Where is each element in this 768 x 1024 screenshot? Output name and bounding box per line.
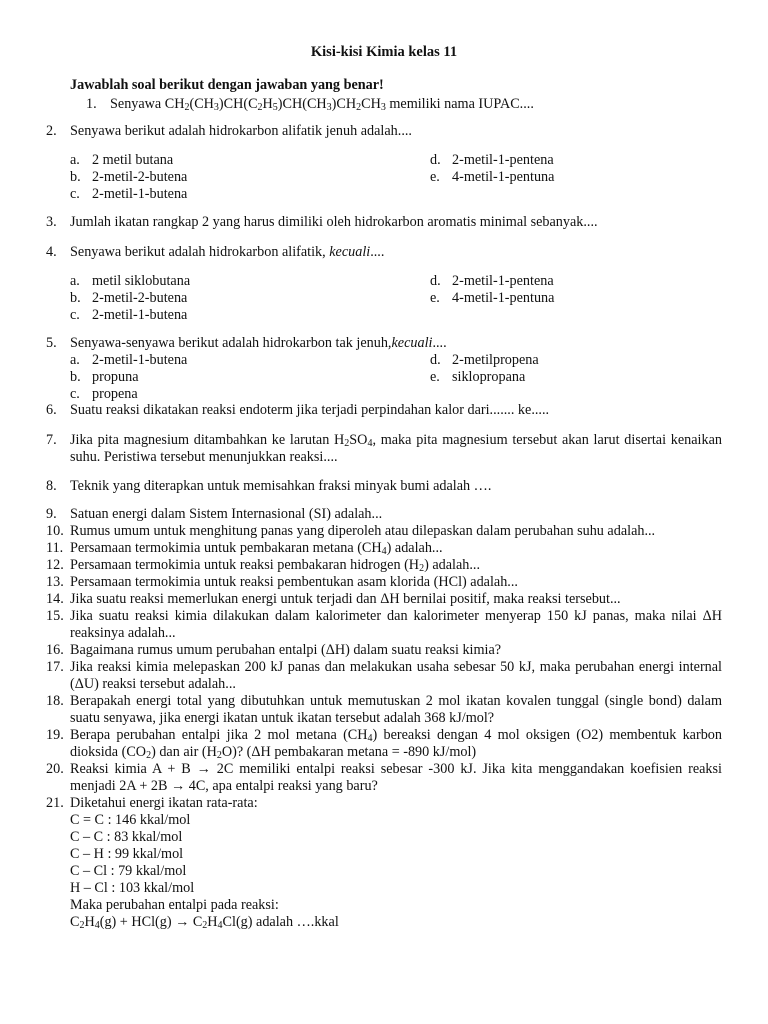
text-fragment: 2 xyxy=(184,102,190,113)
text-fragment: Rumus umum untuk menghitung panas yang diperoleh atau dilepaskan dalam perubahan suhu adalah... xyxy=(70,523,656,539)
option-b xyxy=(70,369,139,386)
text-fragment: Jika reaksi kimia melepaskan 200 kJ panas dan melakukan usaha sebesar 50 kJ, maka perubahan energi internal (ΔU) reaksi tersebut adalah... xyxy=(70,659,722,692)
text-fragment: )CH(CH xyxy=(277,96,327,112)
text-fragment: 4 xyxy=(367,438,373,449)
question-18 xyxy=(46,693,722,727)
option-c xyxy=(70,307,187,324)
text-fragment: Senyawa berikut adalah hidrokarbon alifatik jenuh adalah.... xyxy=(70,123,412,139)
option-c xyxy=(70,386,138,403)
option-d xyxy=(430,352,539,369)
text-fragment: 3. xyxy=(46,214,57,230)
text-fragment: kecuali xyxy=(329,244,371,260)
text-fragment: d. xyxy=(430,273,441,289)
option-e xyxy=(430,290,554,307)
text-fragment: 17. xyxy=(46,659,64,675)
question-16 xyxy=(46,642,722,659)
question-9 xyxy=(46,506,722,523)
text-fragment: , maka pita magnesium tersebut akan larut disertai kenaikan suhu. Peristiwa tersebut menunjukkan reaksi.... xyxy=(70,432,722,465)
text-fragment: 2-metil-2-butena xyxy=(92,290,188,306)
text-fragment: e. xyxy=(430,169,440,185)
text-fragment: (g) + HCl(g) → C xyxy=(99,914,203,930)
text-fragment: Reaksi kimia A + B → 2C memiliki entalpi reaksi sebesar -300 kJ. Jika kita menggandakan koefisien reaksi menjadi 2A + 2B → 4C, apa entalpi reaksi yang baru? xyxy=(70,761,722,794)
question-2 xyxy=(46,123,722,140)
question-15 xyxy=(46,608,722,642)
text-fragment: metil siklobutana xyxy=(92,273,191,289)
bond-energy-item: C – Cl : 79 kkal/mol xyxy=(70,863,187,879)
text-fragment: 4 xyxy=(94,920,100,931)
bond-energy-list xyxy=(70,812,339,931)
option-d xyxy=(430,152,554,169)
text-fragment: 4 xyxy=(367,733,373,744)
question-20 xyxy=(46,761,722,795)
text-fragment: ) adalah... xyxy=(386,540,443,556)
text-fragment: Persamaan termokimia untuk reaksi pembakaran hidrogen (H xyxy=(70,557,420,573)
text-fragment: 2 xyxy=(216,750,222,761)
text-fragment: 2-metil-1-butena xyxy=(92,186,188,202)
text-fragment: ) dan air (H xyxy=(151,744,217,760)
page-title: Kisi-kisi Kimia kelas 11 xyxy=(310,44,458,60)
text-fragment: 2 xyxy=(257,102,263,113)
text-fragment: C xyxy=(70,914,80,930)
text-fragment: Suatu reaksi dikatakan reaksi endoterm jika terjadi perpindahan kalor dari....... ke..... xyxy=(70,402,550,418)
text-fragment: 4 xyxy=(217,920,223,931)
question-13 xyxy=(46,574,722,591)
text-fragment: )CH xyxy=(331,96,357,112)
text-fragment: 13. xyxy=(46,574,64,590)
text-fragment: e. xyxy=(430,290,440,306)
text-fragment: 6. xyxy=(46,402,57,418)
text-fragment: )CH(C xyxy=(218,96,258,112)
option-a xyxy=(70,152,173,169)
text-fragment: 2 xyxy=(356,102,362,113)
option-b xyxy=(70,169,187,186)
question-5 xyxy=(46,335,722,352)
question-11 xyxy=(46,540,722,557)
text-fragment: Jumlah ikatan rangkap 2 yang harus dimiliki oleh hidrokarbon aromatis minimal sebanyak.... xyxy=(70,214,598,230)
option-b xyxy=(70,290,187,307)
text-fragment: Jika suatu reaksi memerlukan energi untuk terjadi dan ΔH bernilai positif, maka reaksi tersebut... xyxy=(70,591,621,607)
text-fragment: 4-metil-1-pentuna xyxy=(452,290,555,306)
text-fragment: b. xyxy=(70,169,81,185)
option-a xyxy=(70,273,190,290)
text-fragment: 2 xyxy=(79,920,85,931)
text-fragment: (CH xyxy=(189,96,214,112)
text-fragment: Bagaimana rumus umum perubahan entalpi (ΔH) dalam suatu reaksi kimia? xyxy=(70,642,502,658)
text-fragment: a. xyxy=(70,352,80,368)
text-fragment: Diketahui energi ikatan rata-rata: xyxy=(70,795,258,811)
text-fragment: 8. xyxy=(46,478,57,494)
question-1 xyxy=(86,96,534,113)
text-fragment: .... xyxy=(370,244,385,260)
bond-energy-item: C – H : 99 kkal/mol xyxy=(70,846,184,862)
question-10 xyxy=(46,523,722,540)
question-4 xyxy=(46,244,722,261)
text-fragment: kecuali xyxy=(391,335,433,351)
text-fragment: Persamaan termokimia untuk pembakaran metana (CH xyxy=(70,540,382,556)
text-fragment: c. xyxy=(70,307,80,323)
text-fragment: Berapakah energi total yang dibutuhkan untuk memutuskan 2 mol ikatan kovalen tunggal (single bond) dalam suatu senyawa, jika energi ikatan untuk ikatan tersebut adalah 368 kJ/mol? xyxy=(70,693,722,726)
question-6 xyxy=(46,402,722,419)
bond-energy-item: C = C : 146 kkal/mol xyxy=(70,812,191,828)
text-fragment: propena xyxy=(92,386,138,402)
text-fragment: 2-metil-2-butena xyxy=(92,169,188,185)
text-fragment: 2 xyxy=(146,750,152,761)
text-fragment: 7. xyxy=(46,432,57,448)
text-fragment: memiliki nama IUPAC.... xyxy=(385,96,534,112)
question-number: 1. xyxy=(86,96,97,112)
question-3 xyxy=(46,214,722,231)
text-fragment: 4 xyxy=(381,546,387,557)
text-fragment: Satuan energi dalam Sistem Internasional (SI) adalah... xyxy=(70,506,383,522)
text-fragment: a. xyxy=(70,273,80,289)
text-fragment: 5. xyxy=(46,335,57,351)
question-17 xyxy=(46,659,722,693)
text-fragment: 21. xyxy=(46,795,64,811)
text-fragment: c. xyxy=(70,386,80,402)
text-fragment: O)? (ΔH pembakaran metana = -890 kJ/mol) xyxy=(221,744,477,760)
text-fragment: ) bereaksi dengan 4 mol oksigen (O2) membentuk karbon dioksida (CO xyxy=(70,727,722,760)
option-a xyxy=(70,352,187,369)
text-fragment: 10. xyxy=(46,523,64,539)
text-fragment: 9. xyxy=(46,506,57,522)
question-21 xyxy=(46,795,722,812)
text-fragment: 2-metil-1-butena xyxy=(92,307,188,323)
bond-energy-item: H – Cl : 103 kkal/mol xyxy=(70,880,195,896)
text-fragment: 20. xyxy=(46,761,64,777)
text-fragment: d. xyxy=(430,152,441,168)
text-fragment: H xyxy=(84,914,95,930)
text-fragment: 18. xyxy=(46,693,64,709)
question-12 xyxy=(46,557,722,574)
text-fragment: ) adalah... xyxy=(424,557,480,573)
text-fragment: SO xyxy=(349,432,368,448)
text-fragment: a. xyxy=(70,152,80,168)
text-fragment: 2 metil butana xyxy=(92,152,174,168)
text-fragment: CH xyxy=(361,96,381,112)
option-c xyxy=(70,186,187,203)
text-fragment: 14. xyxy=(46,591,64,607)
text-fragment: Persamaan termokimia untuk reaksi pembentukan asam klorida (HCl) adalah... xyxy=(70,574,518,590)
text-fragment: H xyxy=(207,914,218,930)
text-fragment: Cl(g) adalah ….kkal xyxy=(222,914,339,930)
text-fragment: 4-metil-1-pentuna xyxy=(452,169,555,185)
option-e xyxy=(430,169,554,186)
text-fragment: d. xyxy=(430,352,441,368)
text-fragment: Berapa perubahan entalpi jika 2 mol metana (CH xyxy=(70,727,368,743)
text-fragment: H xyxy=(262,96,273,112)
text-fragment: 2-metil-1-butena xyxy=(92,352,188,368)
text-fragment: 2-metil-1-pentena xyxy=(452,273,554,289)
text-fragment: 3 xyxy=(213,102,219,113)
text-fragment: propuna xyxy=(92,369,139,385)
text-fragment: 16. xyxy=(46,642,64,658)
question-7 xyxy=(46,432,722,466)
text-fragment: c. xyxy=(70,186,80,202)
text-fragment: 15. xyxy=(46,608,64,624)
text-fragment: 2. xyxy=(46,123,57,139)
text-fragment: Senyawa CH xyxy=(110,96,185,112)
text-fragment: Senyawa berikut adalah hidrokarbon alifatik, xyxy=(70,244,330,260)
text-fragment: 3 xyxy=(380,102,386,113)
reaction-equation xyxy=(70,914,339,931)
text-fragment: 5 xyxy=(272,102,278,113)
text-fragment: 3 xyxy=(326,102,332,113)
question-21-ask: Maka perubahan entalpi pada reaksi: xyxy=(70,897,279,913)
text-fragment: 2-metilpropena xyxy=(452,352,539,368)
bond-energy-item: C – C : 83 kkal/mol xyxy=(70,829,183,845)
text-fragment: Senyawa-senyawa berikut adalah hidrokarbon tak jenuh, xyxy=(70,335,392,351)
text-fragment: 12. xyxy=(46,557,64,573)
text-fragment: 19. xyxy=(46,727,64,743)
question-8 xyxy=(46,478,722,495)
text-fragment: 2 xyxy=(202,920,208,931)
text-fragment: b. xyxy=(70,369,81,385)
question-14 xyxy=(46,591,722,608)
text-fragment: 4. xyxy=(46,244,57,260)
instruction-heading: Jawablah soal berikut dengan jawaban yang benar! xyxy=(70,77,384,93)
option-e xyxy=(430,369,525,386)
text-fragment: siklopropana xyxy=(452,369,526,385)
option-d xyxy=(430,273,554,290)
text-fragment: 2-metil-1-pentena xyxy=(452,152,554,168)
text-fragment: Jika pita magnesium ditambahkan ke larutan H xyxy=(70,432,345,448)
text-fragment: Jika suatu reaksi kimia dilakukan dalam kalorimeter dan kalorimeter menyerap 150 kJ panas, maka nilai ΔH reaksinya adalah... xyxy=(70,608,722,641)
text-fragment: .... xyxy=(432,335,447,351)
question-19 xyxy=(46,727,722,761)
text-fragment: e. xyxy=(430,369,440,385)
text-fragment: Teknik yang diterapkan untuk memisahkan fraksi minyak bumi adalah …. xyxy=(70,478,492,494)
text-fragment: 11. xyxy=(46,540,64,556)
text-fragment: 2 xyxy=(344,438,350,449)
text-fragment: b. xyxy=(70,290,81,306)
text-fragment: 2 xyxy=(419,563,425,574)
